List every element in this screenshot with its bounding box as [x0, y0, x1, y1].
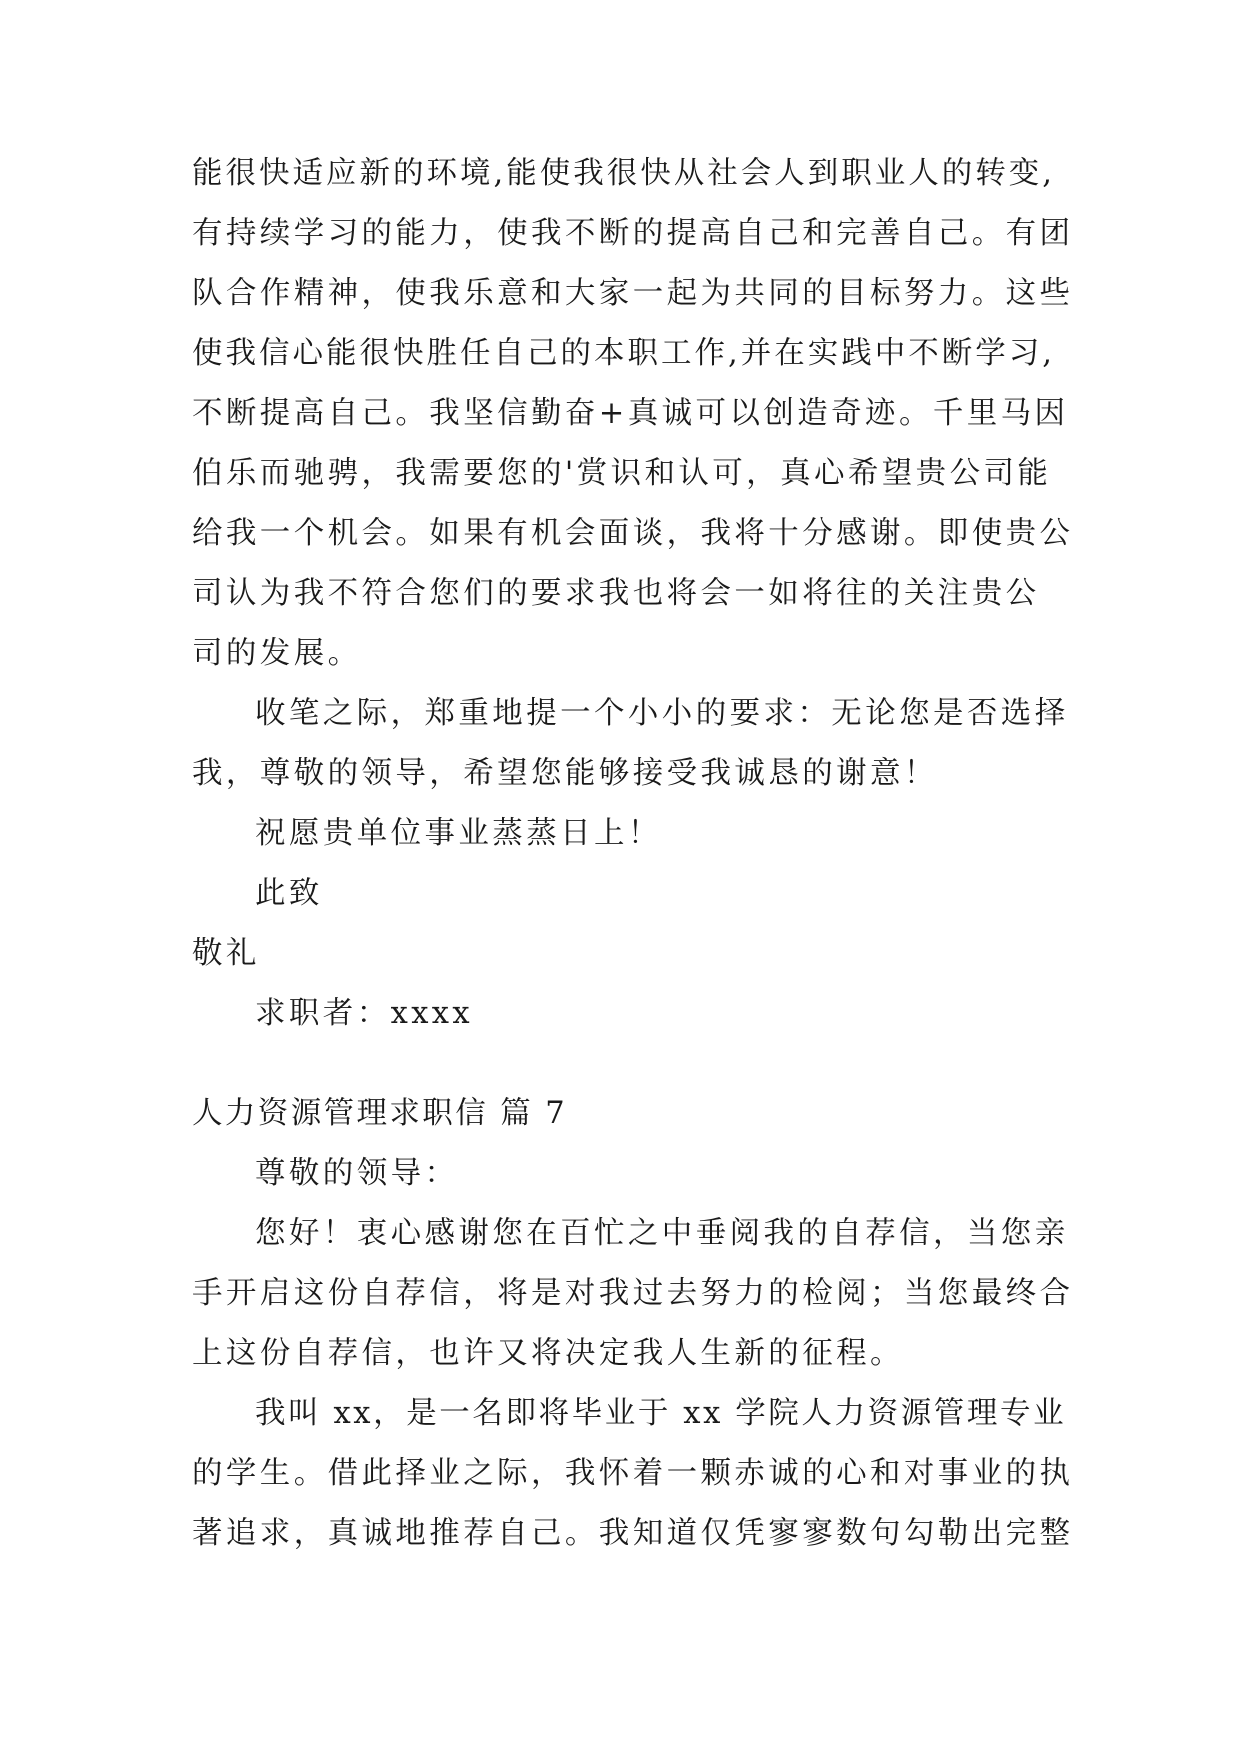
signature: 求职者：xxxx — [255, 996, 474, 1031]
paragraph-line: 著追求，真诚地推荐自己。我知道仅凭寥寥数句勾勒出完整 — [192, 1516, 1074, 1551]
paragraph-line: 的学生。借此择业之际，我怀着一颗赤诚的心和对事业的执 — [192, 1456, 1074, 1491]
closing-regards: 敬礼 — [192, 936, 260, 971]
body-line: 给我一个机会。如果有机会面谈，我将十分感谢。即使贵公 — [192, 516, 1074, 551]
paragraph-line: 上这份自荐信，也许又将决定我人生新的征程。 — [192, 1336, 904, 1371]
body-line: 司的发展。 — [192, 636, 362, 671]
body-line: 司认为我不符合您们的要求我也将会一如将往的关注贵公 — [192, 576, 1040, 611]
paragraph-line: 我叫 xx，是一名即将毕业于 xx 学院人力资源管理专业 — [255, 1396, 1067, 1431]
body-line: 不断提高自己。我坚信勤奋+真诚可以创造奇迹。千里马因 — [192, 396, 1069, 431]
body-line: 能很快适应新的环境,能使我很快从社会人到职业人的转变, — [192, 156, 1055, 191]
closing-wish: 祝愿贵单位事业蒸蒸日上！ — [255, 816, 662, 851]
closing-line: 我，尊敬的领导，希望您能够接受我诚恳的谢意！ — [192, 756, 938, 791]
body-line: 伯乐而驰骋，我需要您的'赏识和认可，真心希望贵公司能 — [192, 456, 1052, 491]
body-line: 使我信心能很快胜任自己的本职工作,并在实践中不断学习, — [192, 336, 1055, 371]
closing-line: 收笔之际，郑重地提一个小小的要求：无论您是否选择 — [255, 696, 1069, 731]
body-line: 队合作精神，使我乐意和大家一起为共同的目标努力。这些 — [192, 276, 1074, 311]
greeting: 尊敬的领导： — [255, 1156, 459, 1191]
section-heading: 人力资源管理求职信 篇 7 — [192, 1096, 567, 1131]
paragraph-line: 手开启这份自荐信，将是对我过去努力的检阅；当您最终合 — [192, 1276, 1074, 1311]
body-line: 有持续学习的能力，使我不断的提高自己和完善自己。有团 — [192, 216, 1074, 251]
closing-salutation: 此致 — [255, 876, 323, 911]
paragraph-line: 您好！衷心感谢您在百忙之中垂阅我的自荐信，当您亲 — [255, 1216, 1069, 1251]
